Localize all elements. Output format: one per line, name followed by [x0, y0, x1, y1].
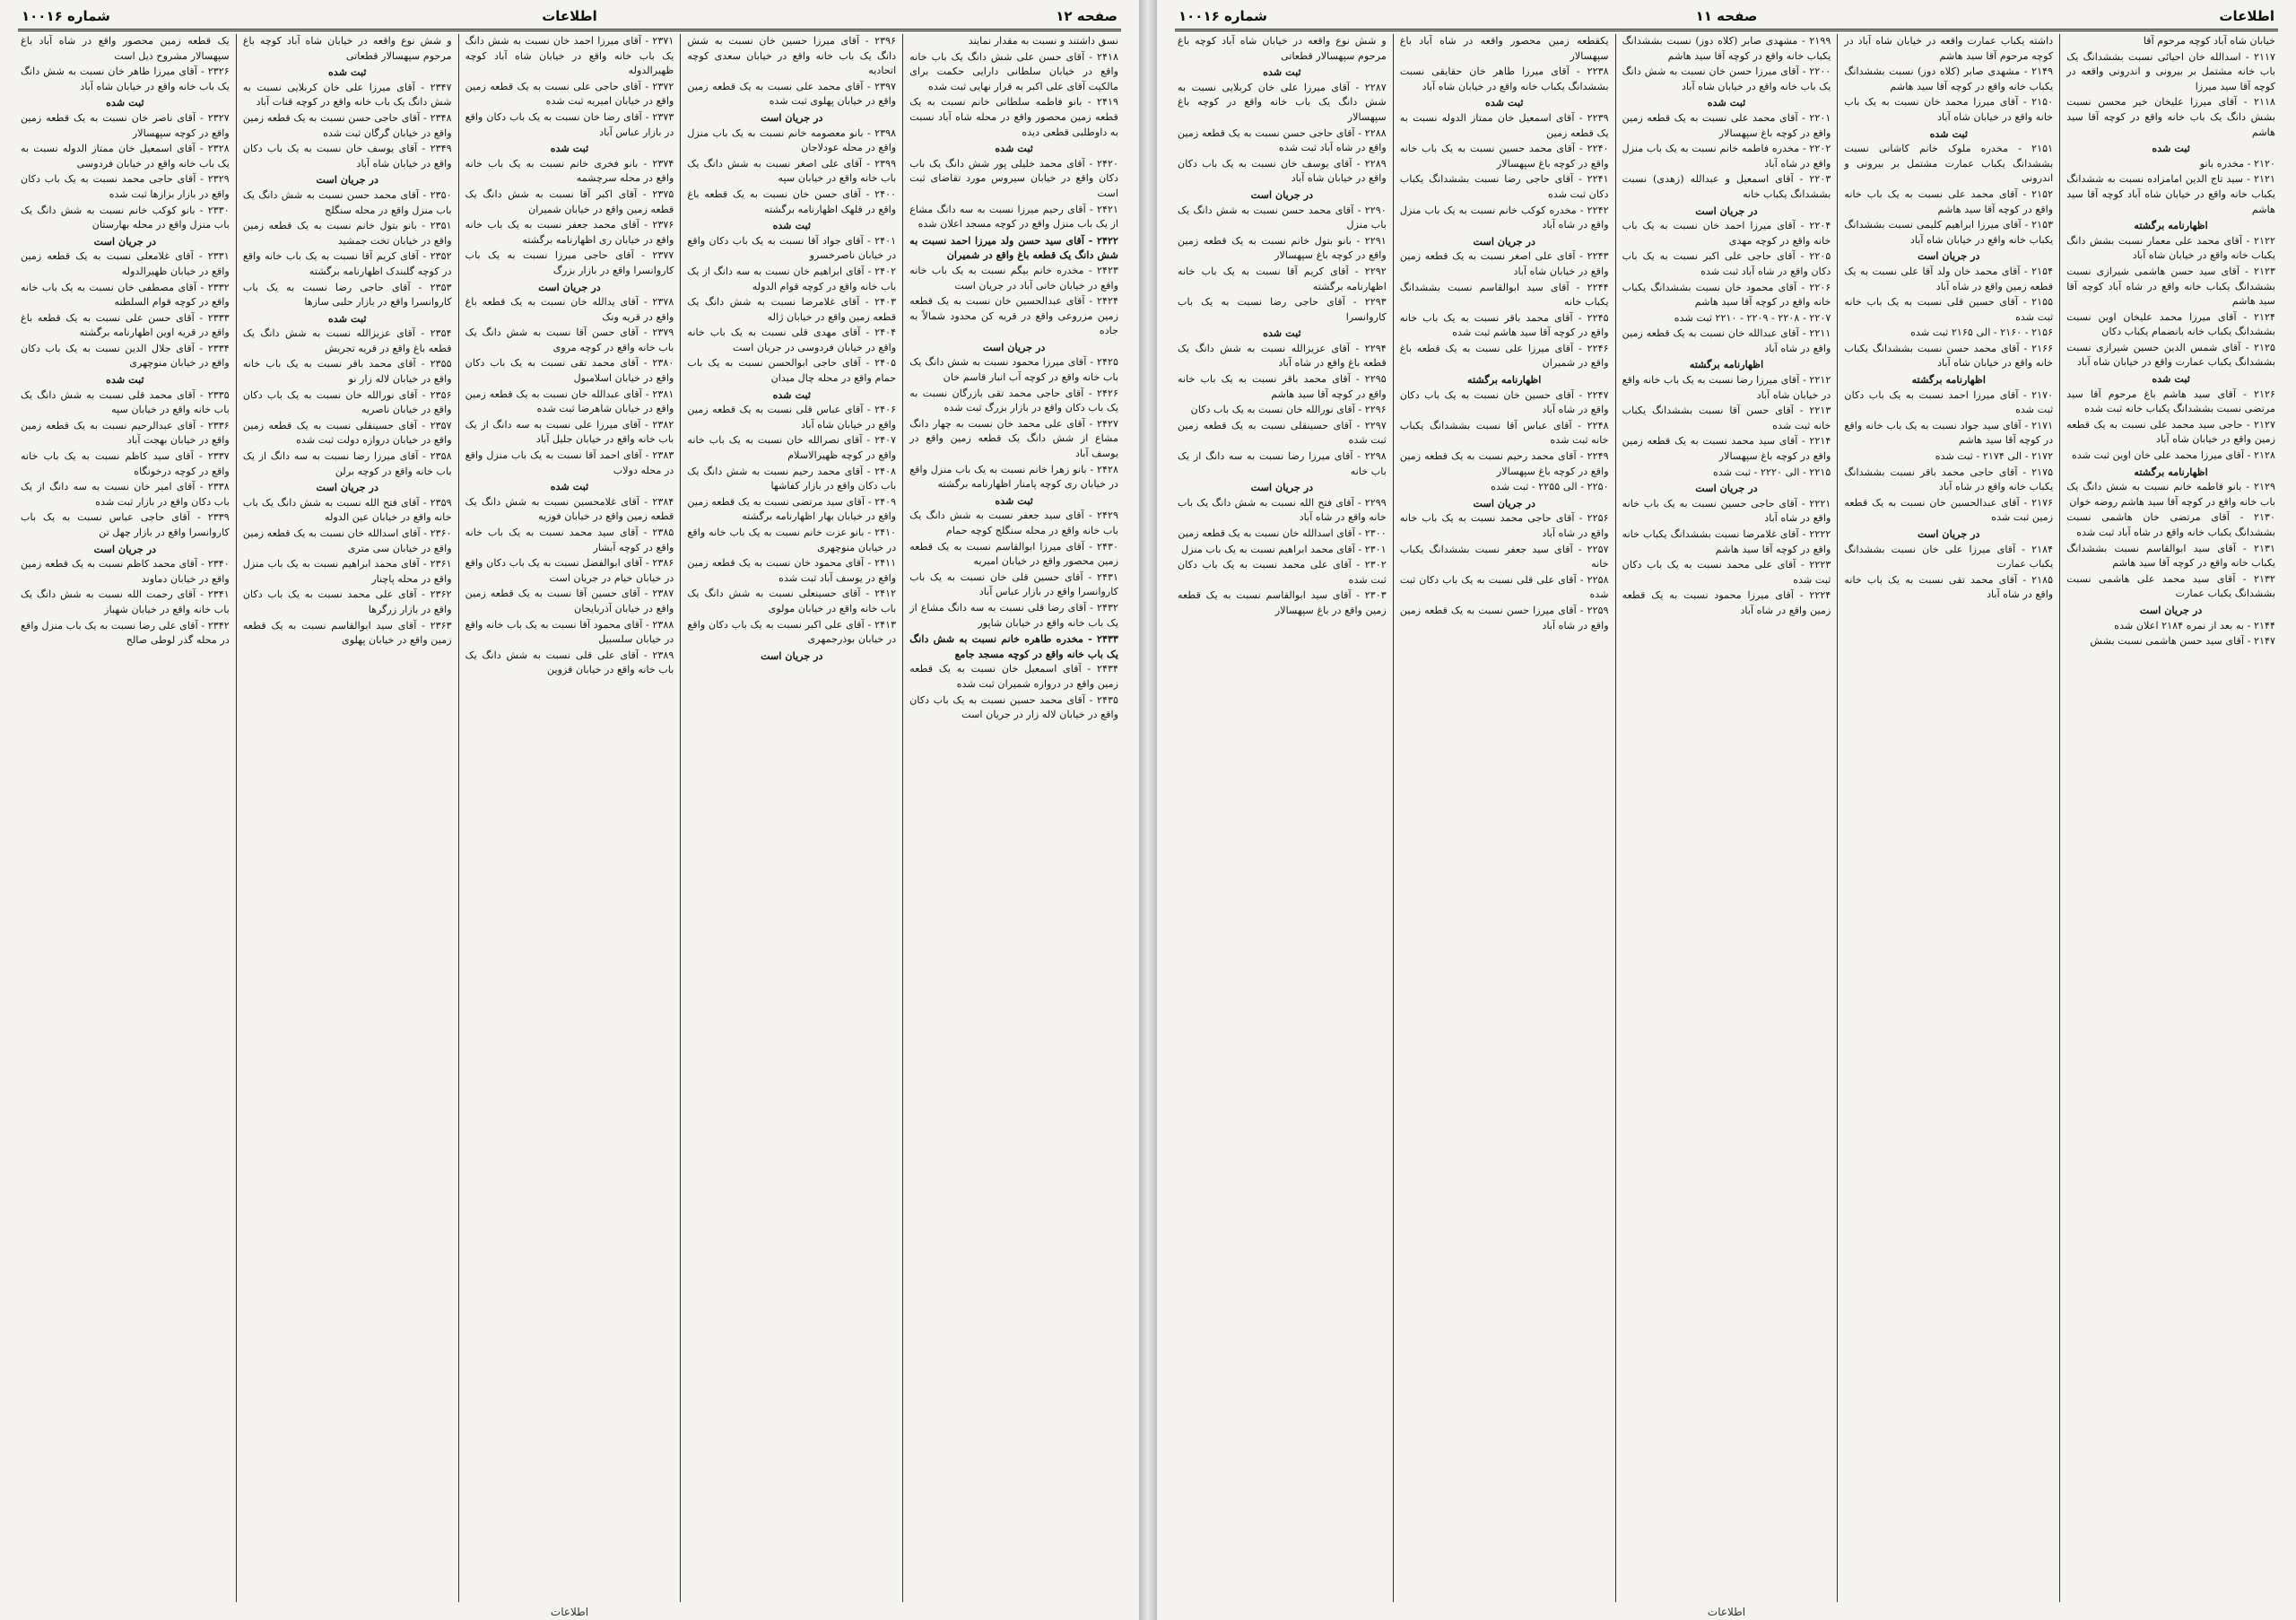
registration-notice: ۲۱۱۷ - اسدالله خان احیائی نسبت بششدانگ یک باب خانه مشتمل بر بیرونی و اندرونی واقعه در کوچه آقا سید میرزا	[2066, 50, 2275, 92]
entry-status: ثبت شده	[1929, 126, 1969, 140]
registration-notice: ۲۳۹۸ - بانو معصومه خانم نسبت به یک باب منزل واقع در محله عودلاجان	[687, 126, 897, 154]
left-newspaper-title: اطلاعات	[542, 8, 597, 24]
registration-notice: ۲۳۸۸ - آقای محمود آقا نسبت به یک باب خانه واقع در خیابان سلسبیل	[465, 618, 674, 646]
registration-notice: ۲۲۱۴ - آقای سید محمد نسبت به یک قطعه زمین واقع در کوچه باغ سپهسالار	[1622, 435, 1831, 463]
registration-notice: ۲۴۲۰ - آقای محمد خلیلی پور شش دانگ یک باب دکان واقع در خیابان سیروس مورد تقاضای ثبت است	[909, 157, 1118, 199]
registration-notice: ۲۱۶۶ - آقای محمد حسن نسبت بششدانگ یکباب خانه واقع در خیابان شاه آباد	[1844, 342, 2054, 370]
entry-status: در جریان است	[538, 280, 601, 293]
registration-notice: ۲۴۱۸ - آقای حسن علی شش دانگ یک باب خانه واقع در خیابان سلطانی دارایی حکمت برای مالکیت آقای علی اکبر به قرار نهایی ثبت شده	[909, 50, 1118, 92]
registration-notice: ۲۲۱۱ - آقای عبدالله خان نسبت به یک قطعه زمین واقع در شاه آباد	[1622, 327, 1831, 354]
registration-notice: ۲۱۷۱ - آقای سید جواد نسبت به یک باب خانه واقع در کوچه آقا سید هاشم	[1844, 419, 2054, 447]
entry-status: ثبت شده	[106, 373, 144, 387]
registration-notice: ۲۳۸۳ - آقای احمد آقا نسبت به یک باب منزل واقع در محله دولاب	[465, 449, 674, 476]
registration-notice: ۲۲۰۶ - آقای محمود خان نسبت بششدانگ یکباب خانه واقع در کوچه آقا سید هاشم	[1622, 281, 1831, 309]
registration-notice: ۲۳۰۳ - آقای سید ابوالقاسم نسبت به یک قطعه زمین واقع در باغ سپهسالار	[1178, 589, 1387, 616]
registration-notice: ۲۳۹۶ - آقای میرزا حسین خان نسبت به شش دانگ یک باب خانه واقع در خیابان سعدی کوچه اتحادیه	[687, 35, 897, 77]
registration-notice: ۲۱۲۰ - مخدره بانو	[2199, 157, 2275, 170]
registration-notice: ۲۴۲۶ - آقای حاجی محمد تقی بازرگان نسبت به یک باب دکان واقع در بازار بزرگ ثبت شده	[909, 387, 1118, 414]
registration-notice: ۲۳۷۹ - آقای حسن آقا نسبت به شش دانگ یک باب خانه واقع در کوچه مروی	[465, 327, 674, 353]
registration-notice: ۲۳۷۱ - آقای میرزا احمد خان نسبت به شش دانگ یک باب خانه واقع در خیابان شاه آباد کوچه ظهیرالدوله	[465, 35, 674, 77]
registration-notice: ۲۲۴۱ - آقای حاجی رضا نسبت بششدانگ یکباب دکان ثبت شده	[1399, 173, 1609, 200]
registration-notice: ۲۲۵۰ - الی ۲۲۵۵ - ثبت شده	[1491, 481, 1609, 493]
registration-notice: ۲۳۳۲ - آقای مصطفی خان نسبت به یک باب خانه واقع در کوچه قوام السلطنه	[21, 281, 230, 309]
registration-notice: ۲۳۳۸ - آقای امیر خان نسبت به سه دانگ از یک باب دکان واقع در بازار ثبت شده	[21, 481, 230, 508]
registration-notice: ۲۲۰۲ - مخدره فاطمه خانم نسبت به یک باب منزل واقع در شاه آباد	[1622, 143, 1831, 170]
entry-status: در جریان است	[93, 234, 157, 248]
registration-notice: و شش نوع واقعه در خیابان شاه آباد کوچه باغ مرحوم سپهسالار قطعاتی	[242, 35, 452, 62]
registration-notice: ۲۳۵۱ - بانو بتول خانم نسبت به یک قطعه زمین واقع در خیابان تخت جمشید	[242, 220, 452, 247]
registration-notice: ۲۱۵۶ - ۲۱۶۰ - الی ۲۱۶۵ ثبت شده	[1910, 327, 2054, 339]
registration-notice: ۲۳۴۹ - آقای یوسف خان نسبت به یک باب دکان واقع در خیابان شاه آباد	[242, 143, 452, 170]
registration-notice: ۲۳۴۷ - آقای میرزا علی خان کربلایی نسبت به شش دانگ یک باب خانه واقع در کوچه قنات آباد	[242, 81, 452, 109]
entry-status: ثبت شده	[772, 388, 812, 401]
registration-notice: ۲۳۸۴ - آقای غلامحسین نسبت به شش دانگ یک قطعه زمین واقع در خیابان فوزیه	[465, 495, 674, 523]
registration-notice: ۲۲۰۱ - آقای محمد علی نسبت به یک قطعه زمین واقع در کوچه باغ سپهسالار	[1622, 111, 1831, 139]
registration-notice: ۲۱۲۵ - آقای شمس الدین حسین شیرازی نسبت بششدانگ یکباب عمارت واقع در خیابان شاه آباد	[2066, 341, 2275, 369]
entry-status: در جریان است	[2139, 603, 2203, 616]
entry-status: در جریان است	[1473, 496, 1535, 510]
registration-notice: ۲۳۰۲ - آقای علی محمد نسبت به یک باب دکان ثبت شده	[1178, 559, 1387, 586]
registration-notice: ۲۳۳۱ - آقای غلامعلی نسبت به یک قطعه زمین واقع در خیابان ظهیرالدوله	[21, 250, 230, 277]
registration-notice: ۲۳۸۷ - آقای حسین آقا نسبت به یک قطعه زمین واقع در خیابان آذربایجان	[465, 588, 674, 614]
registration-notice: ۲۴۳۵ - آقای محمد حسین نسبت به یک باب دکان واقع در خیابان لاله زار در جریان است	[909, 693, 1118, 721]
entry-status: در جریان است	[1695, 482, 1758, 495]
entry-status: اظهارنامه برگشته	[2134, 219, 2208, 232]
entry-status: در جریان است	[316, 481, 378, 494]
registration-notice: ۲۳۷۸ - آقای یدالله خان نسبت به یک قطعه باغ واقع در قریه ونک	[465, 296, 674, 323]
registration-notice: ۲۳۶۰ - آقای اسدالله خان نسبت به یک قطعه زمین واقع در خیابان سی متری	[242, 527, 452, 554]
text-column	[2059, 34, 2282, 1602]
registration-notice: ۲۳۷۴ - بانو فخری خانم نسبت به یک باب خانه واقع در محله سرچشمه	[465, 157, 674, 185]
registration-notice: ۲۲۲۲ - آقای غلامرضا نسبت بششدانگ یکباب خانه واقع در کوچه آقا سید هاشم	[1622, 528, 1831, 555]
text-column	[1393, 34, 1615, 1602]
registration-notice: ۲۲۴۶ - آقای میرزا علی نسبت به یک قطعه باغ واقع در شمیران	[1399, 342, 1609, 370]
registration-notice: ۲۳۷۳ - آقای رضا خان نسبت به یک باب دکان واقع در بازار عباس آباد	[465, 110, 674, 138]
registration-notice: و شش نوع واقعه در خیابان شاه آباد کوچه باغ مرحوم سپهسالار قطعاتی	[1178, 35, 1387, 62]
registration-notice: ۲۲۴۸ - آقای عباس آقا نسبت بششدانگ یکباب خانه ثبت شده	[1399, 419, 1609, 447]
text-column	[236, 34, 458, 1602]
entry-status: در جریان است	[316, 173, 378, 187]
registration-notice: ۲۳۹۷ - آقای محمد علی نسبت به یک قطعه زمین واقع در خیابان پهلوی ثبت شده	[687, 80, 897, 108]
registration-notice: ۲۳۲۹ - آقای حاجی محمد نسبت به یک باب دکان واقع در بازار بزازها ثبت شده	[21, 173, 230, 200]
registration-notice: ۲۴۰۷ - آقای نصرالله خان نسبت به یک باب خانه واقع در کوچه ظهیرالاسلام	[687, 434, 897, 462]
registration-notice: ۲۱۲۷ - حاجی سید محمد علی نسبت به یک قطعه زمین واقع در خیابان شاه آباد	[2066, 418, 2275, 446]
registration-notice: ۲۲۰۵ - آقای حاجی علی اکبر نسبت به یک باب دکان واقع در شاه آباد ثبت شده	[1622, 250, 1831, 277]
registration-notice: ۲۳۵۷ - آقای حسینقلی نسبت به یک قطعه زمین واقع در خیابان دروازه دولت ثبت شده	[242, 419, 452, 447]
registration-notice: ۲۳۵۵ - آقای محمد باقر نسبت به یک باب خانه واقع در خیابان لاله زار نو	[242, 358, 452, 386]
registration-notice: ۲۳۲۷ - آقای ناصر خان نسبت به یک قطعه زمین واقع در کوچه سپهسالار	[21, 111, 230, 139]
registration-notice: ۲۲۰۴ - آقای میرزا احمد خان نسبت به یک باب خانه واقع در کوچه مهدی	[1622, 220, 1831, 247]
registration-notice: ۲۳۳۹ - آقای حاجی عباس نسبت به یک باب کاروانسرا واقع در بازار چهل تن	[21, 511, 230, 538]
registration-notice: ۲۳۹۹ - آقای علی اصغر نسبت به شش دانگ یک باب خانه واقع در خیابان سپه	[687, 157, 897, 185]
entry-status: در جریان است	[982, 340, 1046, 353]
registration-notice: ۲۳۳۷ - آقای سید کاظم نسبت به یک باب خانه واقع در کوچه درخونگاه	[21, 450, 230, 477]
text-column	[1171, 34, 1393, 1602]
registration-notice: ۲۲۱۲ - آقای میرزا رضا نسبت به یک باب خانه واقع در خیابان شاه آباد	[1622, 374, 1831, 401]
registration-notice: ۲۱۷۰ - آقای میرزا احمد نسبت به یک باب دکان ثبت شده	[1844, 388, 2054, 416]
entry-status: ثبت شده	[1707, 96, 1746, 109]
registration-notice: ۲۱۵۰ - آقای میرزا محمد خان نسبت به یک باب خانه واقع در خیابان شاه آباد	[1844, 96, 2054, 123]
registration-notice: ۲۱۳۰ - آقای مرتضی خان هاشمی نسبت بششدانگ یکباب خانه واقع در شاه آباد ثبت شده	[2066, 511, 2275, 538]
registration-notice: ۲۳۴۲ - آقای علی رضا نسبت به یک باب منزل واقع در محله گذر لوطی صالح	[21, 619, 230, 647]
registration-notice: ۲۱۵۱ - مخدره ملوک خانم کاشانی نسبت بششدانگ یکباب عمارت مشتمل بر بیرونی و اندرونی	[1844, 143, 2054, 185]
registration-notice: ۲۳۸۹ - آقای علی قلی نسبت به شش دانگ یک باب خانه واقع در خیابان قزوین	[465, 649, 674, 676]
registration-notice: ۲۲۲۳ - آقای علی محمد نسبت به یک باب دکان ثبت شده	[1622, 559, 1831, 586]
registration-notice: ۲۳۳۶ - آقای عبدالرحیم نسبت به یک قطعه زمین واقع در خیابان بهجت آباد	[21, 419, 230, 447]
entry-status: ثبت شده	[1484, 96, 1524, 109]
registration-notice: ۲۲۵۸ - آقای علی قلی نسبت به یک باب دکان ثبت شده	[1399, 573, 1609, 601]
registration-notice: ۲۲۲۱ - آقای حاجی حسین نسبت به یک باب خانه واقع در شاه آباد	[1622, 497, 1831, 525]
entry-status: در جریان است	[761, 649, 823, 662]
registration-notice: ۲۴۱۹ - بانو فاطمه سلطانی خانم نسبت به یک قطعه زمین محصور واقع در محله شاه آباد نسبت به داوطلبی قطعی دیده	[909, 96, 1118, 138]
registration-notice: ۲۳۲۸ - آقای اسمعیل خان ممتاز الدوله نسبت به یک باب خانه واقع در خیابان فردوسی	[21, 143, 230, 170]
entry-status: ثبت شده	[550, 480, 589, 493]
registration-notice: ۲۲۵۷ - آقای سید جعفر نسبت بششدانگ یکباب خانه	[1399, 543, 1609, 570]
registration-notice: ۲۳۳۵ - آقای محمد قلی نسبت به شش دانگ یک باب خانه واقع در خیابان سپه	[21, 388, 230, 416]
registration-notice: ۲۱۵۵ - آقای حسین قلی نسبت به یک باب خانه ثبت شده	[1844, 296, 2054, 323]
registration-notice: ۲۴۰۳ - آقای غلامرضا نسبت به شش دانگ یک قطعه زمین واقع در خیابان ژاله	[687, 296, 897, 323]
registration-notice: ۲۱۷۶ - آقای عبدالحسین خان نسبت به یک قطعه زمین ثبت شده	[1844, 496, 2054, 524]
registration-notice: ۲۱۸۴ - آقای میرزا علی خان نسبت بششدانگ یکباب عمارت	[1844, 543, 2054, 570]
registration-notice: ۲۳۳۰ - بانو کوکب خانم نسبت به شش دانگ یک باب منزل واقع در محله بهارستان	[21, 204, 230, 231]
text-column	[1837, 34, 2059, 1602]
registration-notice: ۲۴۲۸ - بانو زهرا خانم نسبت به یک باب منزل واقع در خیابان ری کوچه پامنار اظهارنامه برگشته	[909, 463, 1118, 491]
registration-notice: ۲۱۲۳ - آقای سید حسن هاشمی شیرازی نسبت بششدانگ یکباب خانه واقع در شاه آباد کوچه آقا سید هاشم	[2066, 265, 2275, 308]
registration-notice: ۲۴۳۳ - مخدره طاهره خانم نسبت به شش دانگ یک باب خانه واقع در کوچه مسجد جامع	[909, 632, 1118, 660]
registration-notice: ۲۳۷۷ - آقای حاجی میرزا نسبت به یک باب کاروانسرا واقع در بازار بزرگ	[465, 249, 674, 276]
registration-notice: ۲۴۰۴ - آقای مهدی قلی نسبت به یک باب خانه واقع در خیابان فردوسی در جریان است	[687, 327, 897, 353]
registration-notice: ۲۱۴۴ - به بعد از نمره ۲۱۸۴ اعلان شده	[2114, 619, 2275, 631]
registration-notice: ۲۲۱۳ - آقای حسن آقا نسبت بششدانگ یکباب خانه ثبت شده	[1622, 405, 1831, 431]
registration-notice: ۲۱۳۲ - آقای سید محمد علی هاشمی نسبت بششدانگ یکباب عمارت	[2066, 572, 2275, 600]
registration-notice: ۲۳۶۲ - آقای علی محمد نسبت به یک باب دکان واقع در بازار زرگرها	[242, 588, 452, 615]
registration-notice: ۲۱۷۵ - آقای حاجی محمد باقر نسبت بششدانگ یکباب خانه واقع در شاه آباد	[1844, 466, 2054, 493]
registration-notice: ۲۲۴۲ - مخدره کوکب خانم نسبت به یک باب منزل واقع در شاه آباد	[1399, 204, 1609, 231]
registration-notice: ۲۴۲۵ - آقای میرزا محمود نسبت به شش دانگ یک باب خانه واقع در کوچه آب انبار قاسم خان	[909, 356, 1118, 384]
registration-notice: ۲۲۹۶ - آقای نورالله خان نسبت به یک باب دکان	[1190, 404, 1387, 416]
registration-notice: ۲۱۴۷ - آقای سید حسن هاشمی نسبت بشش	[2090, 635, 2275, 648]
right-page-header	[1175, 5, 2278, 31]
registration-notice: ۲۲۴۳ - آقای علی اصغر نسبت به یک قطعه زمین واقع در خیابان شاه آباد	[1399, 250, 1609, 277]
entry-status: ثبت شده	[1263, 65, 1301, 79]
registration-notice: ۲۴۰۲ - آقای ابراهیم خان نسبت به سه دانگ از یک باب خانه واقع در کوچه قوام الدوله	[687, 265, 897, 292]
registration-notice: ۲۲۴۵ - آقای محمد باقر نسبت به یک باب خانه واقع در کوچه آقا سید هاشم ثبت شده	[1399, 311, 1609, 339]
registration-notice: ۲۳۶۳ - آقای سید ابوالقاسم نسبت به یک قطعه زمین واقع در خیابان پهلوی	[242, 619, 452, 647]
entry-status: ثبت شده	[2152, 142, 2190, 155]
registration-notice: ۲۴۲۹ - آقای سید جعفر نسبت به شش دانگ یک باب خانه واقع در محله سنگلج کوچه حمام	[909, 510, 1118, 536]
registration-notice: ۲۲۹۷ - آقای حسینقلی نسبت به یک قطعه زمین ثبت شده	[1178, 419, 1387, 447]
registration-notice: ۲۲۴۴ - آقای سید ابوالقاسم نسبت بششدانگ یکباب خانه	[1399, 281, 1609, 309]
registration-notice: ۲۴۲۷ - آقای علی محمد خان نسبت به چهار دانگ مشاع از شش دانگ یک قطعه زمین واقع در یوسف آباد	[909, 417, 1118, 460]
registration-notice: ۲۳۰۰ - آقای اسدالله خان نسبت به یک قطعه زمین	[1178, 527, 1387, 539]
registration-notice: ۲۴۰۸ - آقای محمد رحیم نسبت به شش دانگ یک باب دکان واقع در بازار کفاشها	[687, 465, 897, 492]
registration-notice: ۲۱۵۲ - آقای محمد علی نسبت به یک باب خانه واقع در کوچه آقا سید هاشم	[1844, 187, 2054, 215]
entry-status: اظهارنامه برگشته	[1467, 373, 1542, 387]
registration-notice: ۲۴۰۹ - آقای سید مرتضی نسبت به یک قطعه زمین واقع در خیابان بهار اظهارنامه برگشته	[687, 495, 897, 523]
registration-notice: ۲۳۳۴ - آقای جلال الدین نسبت به یک باب دکان واقع در خیابان منوچهری	[21, 342, 230, 370]
entry-status: اظهارنامه برگشته	[1689, 358, 1764, 371]
registration-notice: ۲۴۳۲ - آقای رضا قلی نسبت به سه دانگ مشاع از یک باب خانه واقع در خیابان شاپور	[909, 601, 1118, 629]
registration-notice: ۲۲۹۲ - آقای کریم آقا نسبت به یک باب خانه اظهارنامه برگشته	[1178, 265, 1387, 292]
registration-notice: ۲۳۵۸ - آقای میرزا رضا نسبت به سه دانگ از یک باب خانه واقع در کوچه برلن	[242, 450, 452, 477]
registration-notice: ۲۳۷۲ - آقای حاجی علی نسبت به یک قطعه زمین واقع در خیابان امیریه ثبت شده	[465, 80, 674, 108]
registration-notice: ۲۴۳۰ - آقای میرزا ابوالقاسم نسبت به یک قطعه زمین محصور واقع در خیابان امیریه	[909, 540, 1118, 568]
registration-notice: نسق داشتند و نسبت به مقدار نمایند	[968, 35, 1118, 47]
registration-notice: ۲۱۲۴ - آقای میرزا محمد علیخان اوین نسبت بششدانگ یکباب خانه بانضمام یکباب دکان	[2066, 310, 2275, 338]
registration-notice: خیابان شاه آباد کوچه مرحوم آقا	[2143, 35, 2275, 47]
left-page-footer: اطلاعات	[550, 1606, 589, 1618]
registration-notice: ۲۳۷۶ - آقای محمد جعفر نسبت به یک باب خانه واقع در خیابان ری اظهارنامه برگشته	[465, 219, 674, 246]
registration-notice: ۲۱۹۹ - مشهدی صابر (کلاه دوز) نسبت بششدانگ یکباب خانه واقع در کوچه آقا سید هاشم	[1622, 35, 1831, 62]
registration-notice: ۲۳۴۰ - آقای محمد کاظم نسبت به یک قطعه زمین واقع در خیابان دماوند	[21, 558, 230, 585]
registration-notice: ۲۲۴۷ - آقای حسین خان نسبت به یک باب دکان واقع در شاه آباد	[1399, 388, 1609, 416]
registration-notice: یکقطعه زمین محصور واقعه در شاه آباد باغ سپهسالار	[1399, 35, 1609, 62]
registration-notice: ۲۲۰۷ - ۲۲۰۸ - ۲۲۰۹ - ۲۲۱۰ ثبت شده	[1674, 311, 1831, 324]
registration-notice: ۲۲۹۸ - آقای میرزا رضا نسبت به سه دانگ از یک باب خانه	[1178, 450, 1387, 477]
registration-notice: ۲۲۹۹ - آقای فتح الله نسبت به شش دانگ یک باب خانه واقع در شاه آباد	[1178, 496, 1387, 524]
registration-notice: ۲۴۲۲ - آقای سید حسن ولد میرزا احمد نسبت به شش دانگ یک قطعه باغ واقع در شمیران	[909, 233, 1118, 262]
registration-notice: ۲۲۱۵ - الی ۲۲۲۰ - ثبت شده	[1712, 466, 1831, 478]
registration-notice: ۲۲۹۵ - آقای محمد باقر نسبت به یک باب خانه واقع در کوچه آقا سید هاشم	[1178, 373, 1387, 400]
registration-notice: ۲۱۵۳ - آقای میرزا ابراهیم کلیمی نسبت بششدانگ یکباب خانه واقع در خیابان شاه آباد	[1844, 219, 2054, 246]
registration-notice: ۲۳۸۲ - آقای میرزا علی نسبت به سه دانگ از یک باب خانه واقع در خیابان جلیل آباد	[465, 418, 674, 446]
registration-notice: ۲۴۰۰ - آقای حسن خان نسبت به یک قطعه باغ واقع در قلهک اظهارنامه برگشته	[687, 187, 897, 215]
registration-notice: ۲۳۸۰ - آقای محمد تقی نسبت به یک باب دکان واقع در خیابان اسلامبول	[465, 357, 674, 385]
registration-notice: ۲۴۳۱ - آقای حسین قلی خان نسبت به یک باب کاروانسرا واقع در بازار عباس آباد	[909, 570, 1118, 598]
registration-notice: ۲۲۸۸ - آقای حاجی حسن نسبت به یک قطعه زمین واقع در شاه آباد ثبت شده	[1178, 126, 1387, 154]
registration-notice: ۲۴۱۲ - آقای حسینعلی نسبت به شش دانگ یک باب خانه واقع در خیابان مولوی	[687, 588, 897, 614]
registration-notice: ۲۲۹۰ - آقای محمد حسن نسبت به شش دانگ یک باب منزل	[1178, 204, 1387, 231]
registration-notice: ۲۳۷۵ - آقای اکبر آقا نسبت به شش دانگ یک قطعه زمین واقع در خیابان شمیران	[465, 187, 674, 215]
registration-notice: ۲۴۲۳ - مخدره خانم بیگم نسبت به یک باب خانه واقع در خیابان خانی آباد در جریان است	[909, 264, 1118, 292]
registration-notice: ۲۳۰۱ - آقای محمد ابراهیم نسبت به یک باب منزل	[1181, 543, 1387, 555]
text-column	[680, 34, 902, 1602]
entry-status: در جریان است	[1250, 187, 1314, 201]
registration-notice: ۲۳۵۴ - آقای عزیزالله نسبت به شش دانگ یک قطعه باغ واقع در قریه تجریش	[242, 327, 452, 354]
registration-notice: ۲۳۵۳ - آقای حاجی رضا نسبت به یک باب کاروانسرا واقع در بازار حلبی سازها	[242, 281, 452, 309]
left-page-header	[18, 5, 1121, 31]
registration-notice: ۲۴۲۴ - آقای عبدالحسین خان نسبت به یک قطعه زمین مزروعی واقع در قریه کن محدود شمالاً به جاده	[909, 295, 1118, 337]
text-column	[902, 34, 1125, 1602]
entry-status: در جریان است	[1918, 249, 1980, 263]
registration-notice: ۲۳۳۳ - آقای حسن علی نسبت به یک قطعه باغ واقع در قریه اوین اظهارنامه برگشته	[21, 311, 230, 339]
text-column	[14, 34, 236, 1602]
entry-status: در جریان است	[93, 542, 157, 555]
entry-status: ثبت شده	[550, 142, 589, 155]
registration-notice: ۲۳۵۲ - آقای کریم آقا نسبت به یک باب خانه واقع در کوچه گلبندک اظهارنامه برگشته	[242, 250, 452, 277]
entry-status: در جریان است	[1473, 234, 1535, 248]
text-column	[458, 34, 681, 1602]
registration-notice: ۲۱۵۴ - آقای محمد خان ولد آقا علی نسبت به یک قطعه زمین واقع در شاه آباد	[1844, 265, 2054, 292]
registration-notice: ۲۳۵۶ - آقای نورالله خان نسبت به یک باب دکان واقع در خیابان ناصریه	[242, 388, 452, 416]
registration-notice: ۲۴۱۰ - بانو عزت خانم نسبت به یک باب خانه واقع در خیابان منوچهری	[687, 527, 897, 553]
registration-notice: ۲۱۱۸ - آقای میرزا علیخان خیر محسن نسبت بشش دانگ یک باب خانه واقع در کوچه آقا سید هاشم	[2066, 96, 2275, 138]
registration-notice: ۲۴۰۶ - آقای عباس قلی نسبت به یک قطعه زمین واقع در خیابان شاه آباد	[687, 404, 897, 431]
entry-status: ثبت شده	[772, 219, 812, 232]
registration-notice: ۲۲۴۹ - آقای محمد رحیم نسبت به یک قطعه زمین واقع در کوچه باغ سپهسالار	[1399, 450, 1609, 477]
entry-status: ثبت شده	[995, 493, 1033, 507]
registration-notice: ۲۴۱۱ - آقای محمود خان نسبت به یک قطعه زمین واقع در یوسف آباد ثبت شده	[687, 557, 897, 584]
registration-notice: ۲۲۴۰ - آقای محمد حسین نسبت به یک باب خانه واقع در کوچه باغ سپهسالار	[1399, 143, 1609, 170]
entry-status: ثبت شده	[995, 142, 1033, 155]
registration-notice: ۲۲۸۷ - آقای میرزا علی خان کربلایی نسبت به شش دانگ یک باب خانه واقع در کوچه باغ سپهسالار	[1178, 81, 1387, 123]
registration-notice: ۲۲۵۶ - آقای حاجی محمد نسبت به یک باب خانه واقع در شاه آباد	[1399, 512, 1609, 539]
left-page-columns	[14, 34, 1125, 1602]
registration-notice: ۲۱۳۱ - آقای سید ابوالقاسم نسبت بششدانگ یکباب خانه واقع در کوچه آقا سید هاشم	[2066, 542, 2275, 570]
registration-notice: ۲۳۸۶ - آقای ابوالفضل نسبت به یک باب دکان واقع در خیابان خیام در جریان است	[465, 557, 674, 584]
registration-notice: ۲۳۴۸ - آقای حاجی حسن نسبت به یک قطعه زمین واقع در خیابان گرگان ثبت شده	[242, 111, 452, 139]
right-page	[1157, 0, 2296, 1620]
entry-status: در جریان است	[1695, 204, 1758, 217]
registration-notice: ۲۳۵۰ - آقای محمد حسن نسبت به شش دانگ یک باب منزل واقع در محله سنگلج	[242, 188, 452, 216]
registration-notice: ۲۳۵۹ - آقای فتح الله نسبت به شش دانگ یک باب خانه واقع در خیابان عین الدوله	[242, 496, 452, 524]
registration-notice: ۲۱۴۹ - مشهدی صابر (کلاه دوز) نسبت بششدانگ یکباب خانه واقع در کوچه آقا سید هاشم	[1844, 65, 2054, 92]
registration-notice: ۲۳۴۱ - آقای رحمت الله نسبت به شش دانگ یک باب خانه واقع در خیابان شهباز	[21, 588, 230, 615]
entry-status: ثبت شده	[327, 311, 367, 325]
right-issue-number: شماره ۱۰۰۱۶	[1178, 8, 1267, 24]
registration-notice: ۲۳۸۱ - آقای عبدالله خان نسبت به یک قطعه زمین واقع در خیابان شاهرضا ثبت شده	[465, 388, 674, 415]
registration-notice: ۲۱۲۲ - آقای محمد علی معمار نسبت بشش دانگ یکباب خانه واقع در خیابان شاه آباد	[2066, 234, 2275, 262]
entry-status: اظهارنامه برگشته	[2134, 465, 2208, 478]
registration-notice: ۲۴۰۱ - آقای جواد آقا نسبت به یک باب دکان واقع در خیابان ناصرخسرو	[687, 234, 897, 262]
left-issue-number: شماره ۱۰۰۱۶	[22, 8, 110, 24]
entry-status: ثبت شده	[106, 96, 144, 109]
left-page-number: صفحه ۱۲	[1056, 8, 1118, 24]
text-column	[1615, 34, 1838, 1602]
registration-notice: ۲۱۷۲ - الی ۲۱۷۴ - ثبت شده	[1935, 450, 2054, 463]
registration-notice: یک قطعه زمین محصور واقع در شاه آباد باغ سپهسالار مشروح ذیل است	[21, 35, 230, 62]
entry-status: ثبت شده	[327, 65, 367, 79]
registration-notice: ۲۲۰۰ - آقای میرزا حسن خان نسبت به شش دانگ یک باب خانه واقع در خیابان شاه آباد	[1622, 65, 1831, 92]
registration-notice: ۲۲۳۸ - آقای میرزا طاهر خان حقایقی نسبت بششدانگ یکباب خانه واقع در خیابان شاه آباد	[1399, 65, 1609, 92]
left-page	[0, 0, 1139, 1620]
registration-notice: ۲۲۲۴ - آقای میرزا محمود نسبت به یک قطعه زمین واقع در شاه آباد	[1622, 589, 1831, 616]
entry-status: ثبت شده	[1263, 327, 1301, 340]
entry-status: اظهارنامه برگشته	[1911, 373, 1986, 387]
registration-notice: ۲۱۲۸ - آقای میرزا محمد علی خان اوین ثبت شده	[2071, 449, 2275, 462]
registration-notice: ۲۴۲۱ - آقای رحیم میرزا نسبت به سه دانگ مشاع از یک باب منزل واقع در کوچه مسجد اعلان شده	[909, 203, 1118, 231]
right-newspaper-title: اطلاعات	[2219, 8, 2274, 24]
registration-notice: ۲۱۲۹ - بانو فاطمه خانم نسبت به شش دانگ یک باب خانه واقع در کوچه آقا سید هاشم روضه خوان	[2066, 481, 2275, 508]
right-page-footer: اطلاعات	[1707, 1606, 1746, 1618]
registration-notice: ۲۳۶۱ - آقای محمد ابراهیم نسبت به یک باب منزل واقع در محله پاچنار	[242, 558, 452, 585]
entry-status: ثبت شده	[2152, 372, 2190, 386]
registration-notice: داشته یکباب عمارت واقعه در خیابان شاه آباد در کوچه مرحوم آقا سید هاشم	[1844, 35, 2054, 62]
registration-notice: ۲۲۳۹ - آقای اسمعیل خان ممتاز الدوله نسبت به یک قطعه زمین	[1399, 111, 1609, 139]
registration-notice: ۲۲۸۹ - آقای یوسف خان نسبت به یک باب دکان واقع در خیابان شاه آباد	[1178, 157, 1387, 185]
registration-notice: ۲۱۲۶ - آقای سید هاشم باغ مرحوم آقا سید مرتضی نسبت بششدانگ یکباب خانه ثبت شده	[2066, 388, 2275, 415]
registration-notice: ۲۴۳۴ - آقای اسمعیل خان نسبت به یک قطعه زمین واقع در دروازه شمیران ثبت شده	[909, 663, 1118, 690]
registration-notice: ۲۲۰۳ - آقای اسمعیل و عبدالله (زهدی) نسبت بششدانگ یکباب خانه	[1622, 173, 1831, 200]
entry-status: در جریان است	[761, 110, 823, 124]
registration-notice: ۲۱۲۱ - سید تاج الدین امامزاده نسبت به ششدانگ یکباب خانه واقع در خیابان شاه آباد کوچه آقا سید هاشم	[2066, 173, 2275, 215]
registration-notice: ۲۴۰۵ - آقای حاجی ابوالحسن نسبت به یک باب حمام واقع در محله چال میدان	[687, 357, 897, 385]
page-gutter	[1139, 0, 1157, 1620]
registration-notice: ۲۴۱۳ - آقای علی اکبر نسبت به یک باب دکان واقع در خیابان بوذرجمهری	[687, 618, 897, 646]
right-page-columns	[1171, 34, 2282, 1602]
registration-notice: ۲۳۲۶ - آقای میرزا طاهر خان نسبت به شش دانگ یک باب خانه واقع در خیابان شاه آباد	[21, 65, 230, 92]
entry-status: در جریان است	[1250, 481, 1314, 494]
right-page-number: صفحه ۱۱	[1695, 8, 1758, 24]
entry-status: در جریان است	[1918, 527, 1980, 540]
registration-notice: ۲۲۵۹ - آقای میرزا حسن نسبت به یک قطعه زمین واقع در شاه آباد	[1399, 604, 1609, 631]
registration-notice: ۲۲۹۳ - آقای حاجی رضا نسبت به یک باب کاروانسرا	[1178, 296, 1387, 323]
registration-notice: ۲۳۸۵ - آقای سید محمد نسبت به یک باب خانه واقع در کوچه آبشار	[465, 527, 674, 553]
registration-notice: ۲۱۸۵ - آقای محمد تقی نسبت به یک باب خانه واقع در شاه آباد	[1844, 573, 2054, 601]
registration-notice: ۲۲۹۱ - بانو بتول خانم نسبت به یک قطعه زمین واقع در کوچه باغ سپهسالار	[1178, 234, 1387, 262]
registration-notice: ۲۲۹۴ - آقای عزیزالله نسبت به شش دانگ یک قطعه باغ واقع در شاه آباد	[1178, 342, 1387, 370]
